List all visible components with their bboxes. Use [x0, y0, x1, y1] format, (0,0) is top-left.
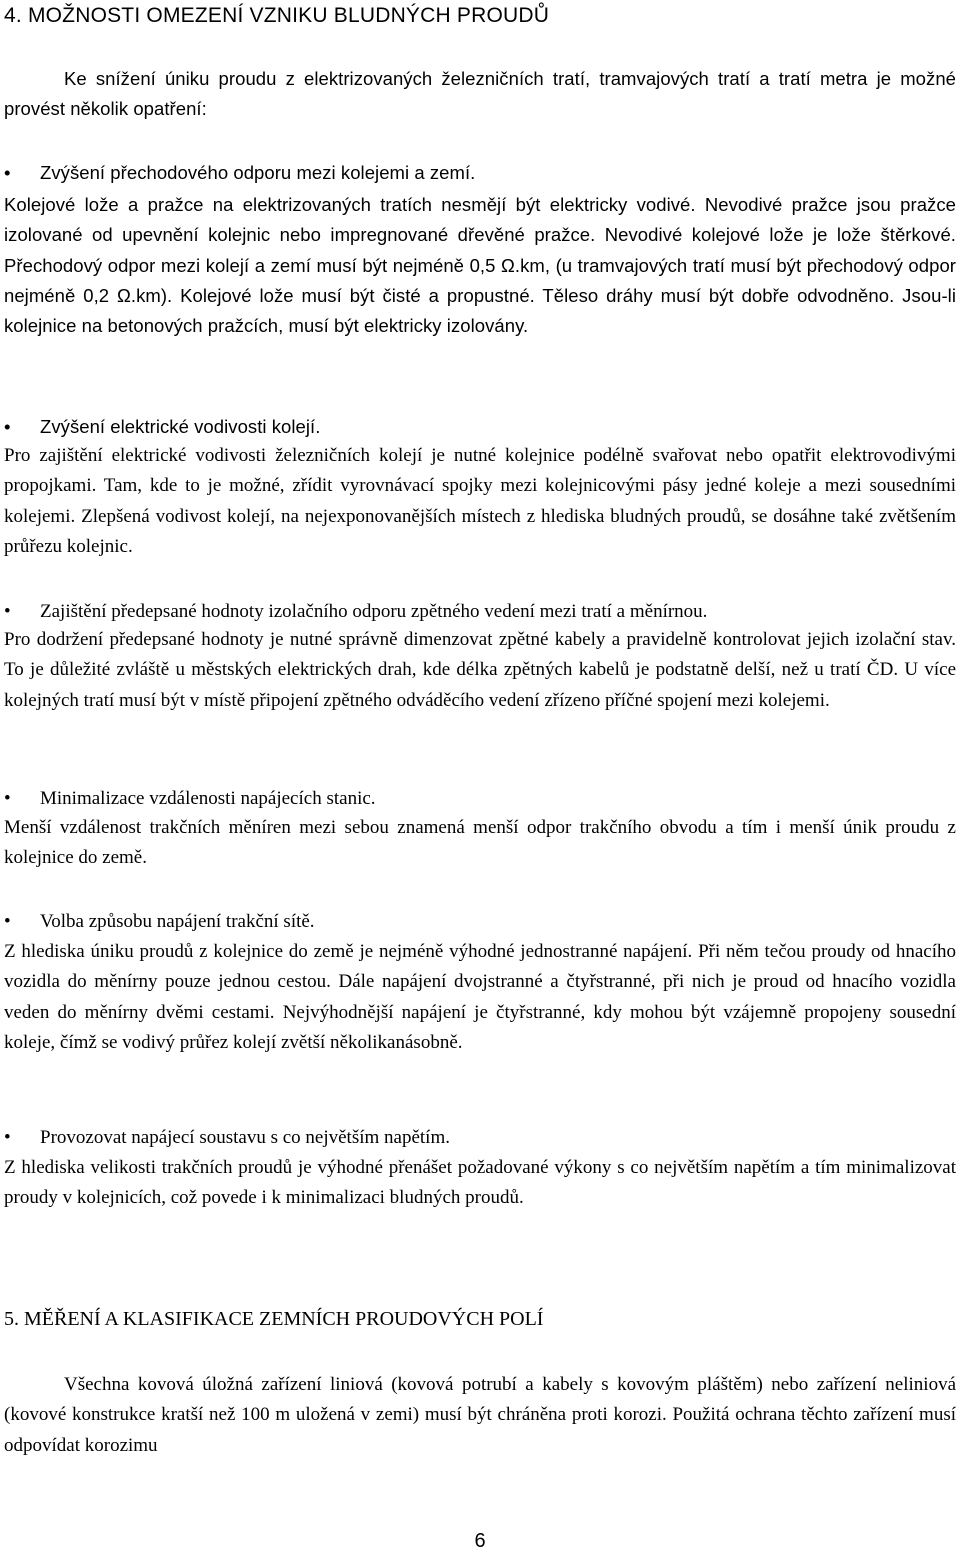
list-item-bullet-line — [4, 784, 956, 814]
bullet-icon: • — [4, 162, 11, 183]
list-item-body: Kolejové lože a pražce na elektrizovaných tratích nesmějí být elektricky vodivé. Nevodivé pražce jsou pražce izolované od upevnění kolejnic nebo impregnované dřevěné pražce. Nevodivé kolejové lože je lože štěrkové. Přechodový odpor mezi kolejí a zemí musí být nejméně 0,5 Ω.km, (u tramvajových tratí musí být přechodový odpor nejméně 0,2 Ω.km). Kolejové lože musí být čisté a propustné. Těleso dráhy musí být dobře odvodněno. Jsou-li kolejnice na betonových pražcích, musí být elektricky izolovány. — [4, 194, 956, 337]
section-5-heading: 5. MĚŘENÍ A KLASIFIKACE ZEMNÍCH PROUDOVÝCH POLÍ — [4, 1308, 544, 1330]
list-item-title: Minimalizace vzdálenosti napájecích stanic. — [40, 788, 376, 809]
list-item-body: Pro dodržení předepsané hodnoty je nutné správně dimenzovat zpětné kabely a pravidelně kontrolovat jejich izolační stav. To je důležité zvláště u městských elektrických drah, kde délka zpětných kabelů je podstatně delší, než u tratí ČD. U více kolejných tratí musí být v místě připojení zpětného odváděcího vedení zřízeno příčné spojení mezi kolejemi. — [4, 629, 956, 711]
list-item-title: Zvýšení přechodového odporu mezi kolejemi a zemí. — [40, 162, 476, 183]
list-item-bullet-line — [4, 907, 956, 937]
list-item-bullet-line — [4, 597, 956, 627]
list-item-title: Provozovat napájecí soustavu s co největším napětím. — [40, 1127, 450, 1148]
list-item-title: Volba způsobu napájení trakční sítě. — [40, 911, 315, 932]
bullet-icon: • — [4, 416, 11, 437]
section-5-intro: Všechna kovová úložná zařízení liniová (kovová potrubí a kabely s kovovým pláštěm) nebo zařízení neliniová (kovové konstrukce kratší než 100 m uložená v zemi) musí být chráněna proti korozi. Použitá ochrana těchto zařízení musí odpovídat korozimu — [4, 1374, 956, 1456]
list-item-body: Menší vzdálenost trakčních měníren mezi sebou znamená menší odpor trakčního obvodu a tím i menší únik proudu z kolejnice do země. — [4, 817, 956, 869]
list-item-body: Z hlediska úniku proudů z kolejnice do země je nejméně výhodné jednostranné napájení. Při něm tečou proudy od hnacího vozidla do měnírny pouze jednou cestou. Dále napájení dvojstranné a čtyřstranné, při nich je proud od hnacího vozidla veden do měnírny dvěmi cestami. Nejvýhodnější napájení je čtyřstranné, kdy mohou být vzájemně propojeny sousední koleje, čímž se vodivý průřez kolejí zvětší několikanásobně. — [4, 941, 956, 1053]
bullet-icon: • — [4, 788, 11, 809]
list-item-bullet-line — [4, 158, 956, 188]
list-item-body: Z hlediska velikosti trakčních proudů je výhodné přenášet požadované výkony s co největším napětím a tím minimalizovat proudy v kolejnicích, což povede i k minimalizaci bludných proudů. — [4, 1157, 956, 1209]
section-4-intro: Ke snížení úniku proudu z elektrizovaných železničních tratí, tramvajových tratí a tratí metra je možné provést několik opatření: — [4, 68, 956, 120]
bullet-icon: • — [4, 1127, 11, 1148]
list-item-bullet-line — [4, 412, 956, 442]
page-number: 6 — [474, 1530, 486, 1552]
bullet-icon: • — [4, 601, 11, 622]
section-4-heading: 4. MOŽNOSTI OMEZENÍ VZNIKU BLUDNÝCH PROUDŮ — [4, 4, 550, 27]
list-item-bullet-line — [4, 1123, 956, 1153]
list-item-title: Zajištění předepsané hodnoty izolačního odporu zpětného vedení mezi tratí a měnírnou. — [40, 601, 708, 622]
bullet-icon: • — [4, 911, 11, 932]
list-item-title: Zvýšení elektrické vodivosti kolejí. — [40, 416, 321, 437]
list-item-body: Pro zajištění elektrické vodivosti železničních kolejí je nutné kolejnice podélně svařovat nebo opatřit elektrovodivými propojkami. Tam, kde to je možné, zřídit vyrovnávací spojky mezi kolejnicovými pásy jedné koleje a mezi sousedními kolejemi. Zlepšená vodivost kolejí, na nejexponovanějších místech z hlediska bludných proudů, se dosáhne také zvětšením průřezu kolejnic. — [4, 445, 956, 557]
